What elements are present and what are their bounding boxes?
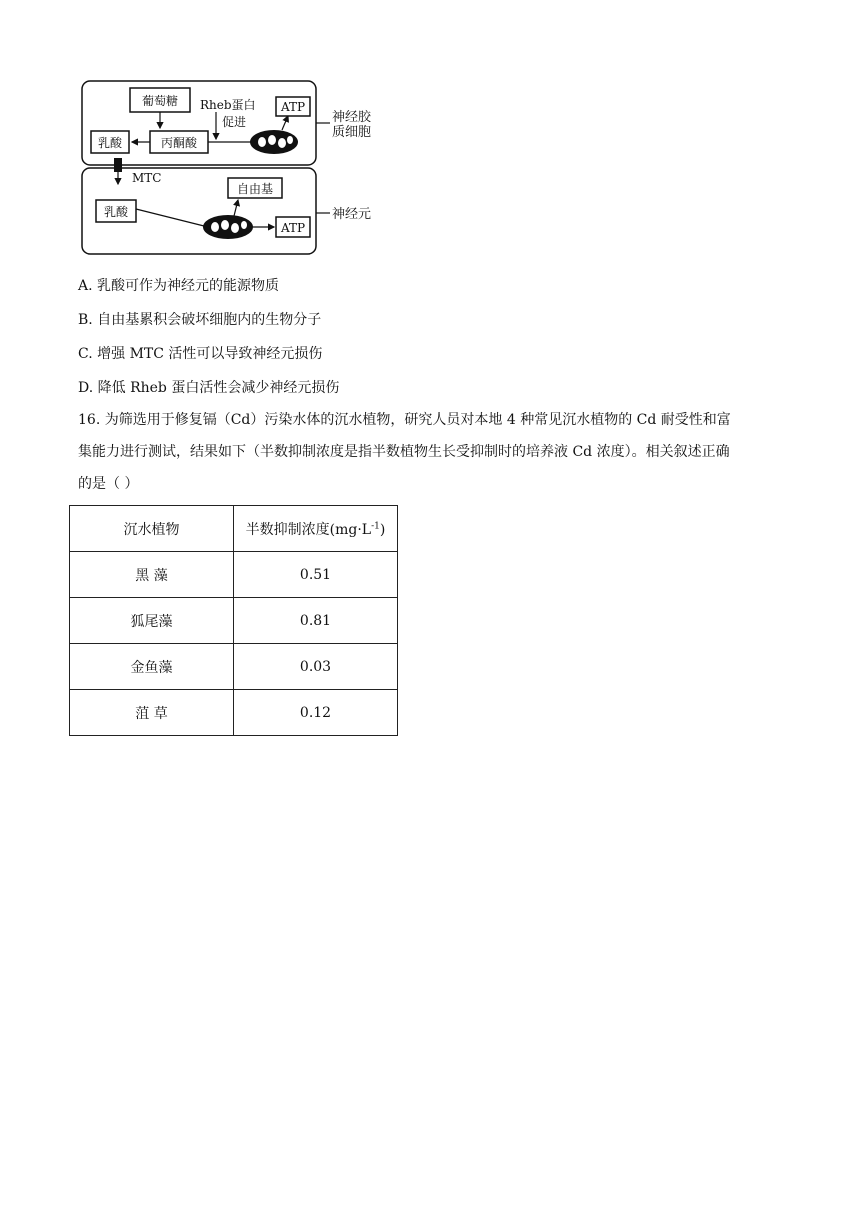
header-concentration-end: ) bbox=[379, 521, 386, 538]
header-concentration-text: 半数抑制浓度(mg·L bbox=[245, 521, 372, 538]
mitochondrion-top bbox=[250, 130, 298, 154]
question-16 bbox=[78, 404, 790, 500]
plant-cell: 金鱼藻 bbox=[70, 644, 234, 690]
rheb-label: Rheb蛋白 bbox=[200, 98, 256, 112]
rheb-promote-label: 促进 bbox=[222, 115, 247, 129]
value-cell: 0.81 bbox=[234, 598, 398, 644]
question-16-line-3: 的是（ ） bbox=[78, 476, 139, 492]
table-header-row bbox=[70, 506, 398, 552]
mtc-transporter bbox=[114, 158, 122, 172]
question-16-line-2: 集能力进行测试，结果如下（半数抑制浓度是指半数植物生长受抑制时的培养液 Cd 浓度）。相关叙述正确 bbox=[78, 444, 730, 460]
inhibition-table bbox=[69, 505, 398, 736]
value-cell: 0.03 bbox=[234, 644, 398, 690]
mito-to-atp-top-arrow bbox=[282, 116, 288, 130]
mitochondrion-bottom bbox=[203, 215, 253, 239]
cell-metabolism-diagram bbox=[76, 76, 376, 260]
mito-to-free-radical-arrow bbox=[234, 200, 238, 216]
value-cell: 0.51 bbox=[234, 552, 398, 598]
table-row bbox=[70, 598, 398, 644]
plant-cell: 菹 草 bbox=[70, 690, 234, 736]
option-a: A. 乳酸可作为神经元的能源物质 bbox=[78, 278, 280, 294]
option-d: D. 降低 Rheb 蛋白活性会减少神经元损伤 bbox=[78, 380, 340, 396]
plant-cell: 狐尾藻 bbox=[70, 598, 234, 644]
header-concentration-sup: -1 bbox=[371, 520, 380, 531]
atp-bottom-label: ATP bbox=[280, 221, 306, 235]
option-c: C. 增强 MTC 活性可以导致神经元损伤 bbox=[78, 346, 323, 362]
lactate-top-label: 乳酸 bbox=[97, 136, 123, 150]
option-b: B. 自由基累积会破坏细胞内的生物分子 bbox=[78, 312, 322, 328]
neuron-label: 神经元 bbox=[332, 207, 372, 222]
table-row bbox=[70, 644, 398, 690]
glucose-label: 葡萄糖 bbox=[141, 94, 179, 108]
value-cell: 0.12 bbox=[234, 690, 398, 736]
table-row bbox=[70, 552, 398, 598]
glia-label-2: 质细胞 bbox=[332, 125, 372, 140]
header-concentration bbox=[234, 506, 398, 552]
header-plant: 沉水植物 bbox=[70, 506, 234, 552]
pyruvate-label: 丙酮酸 bbox=[160, 136, 198, 150]
glia-label-1: 神经胶 bbox=[332, 110, 372, 125]
mtc-label: MTC bbox=[132, 171, 162, 185]
free-radical-label: 自由基 bbox=[236, 182, 274, 196]
atp-top-label: ATP bbox=[280, 100, 306, 114]
lactate-to-mito-line bbox=[136, 209, 204, 226]
question-16-line-1: 16. 为筛选用于修复镉（Cd）污染水体的沉水植物，研究人员对本地 4 种常见沉水植物的 Cd 耐受性和富 bbox=[78, 412, 731, 428]
table-row bbox=[70, 690, 398, 736]
lactate-bottom-label: 乳酸 bbox=[103, 205, 129, 219]
plant-cell: 黑 藻 bbox=[70, 552, 234, 598]
